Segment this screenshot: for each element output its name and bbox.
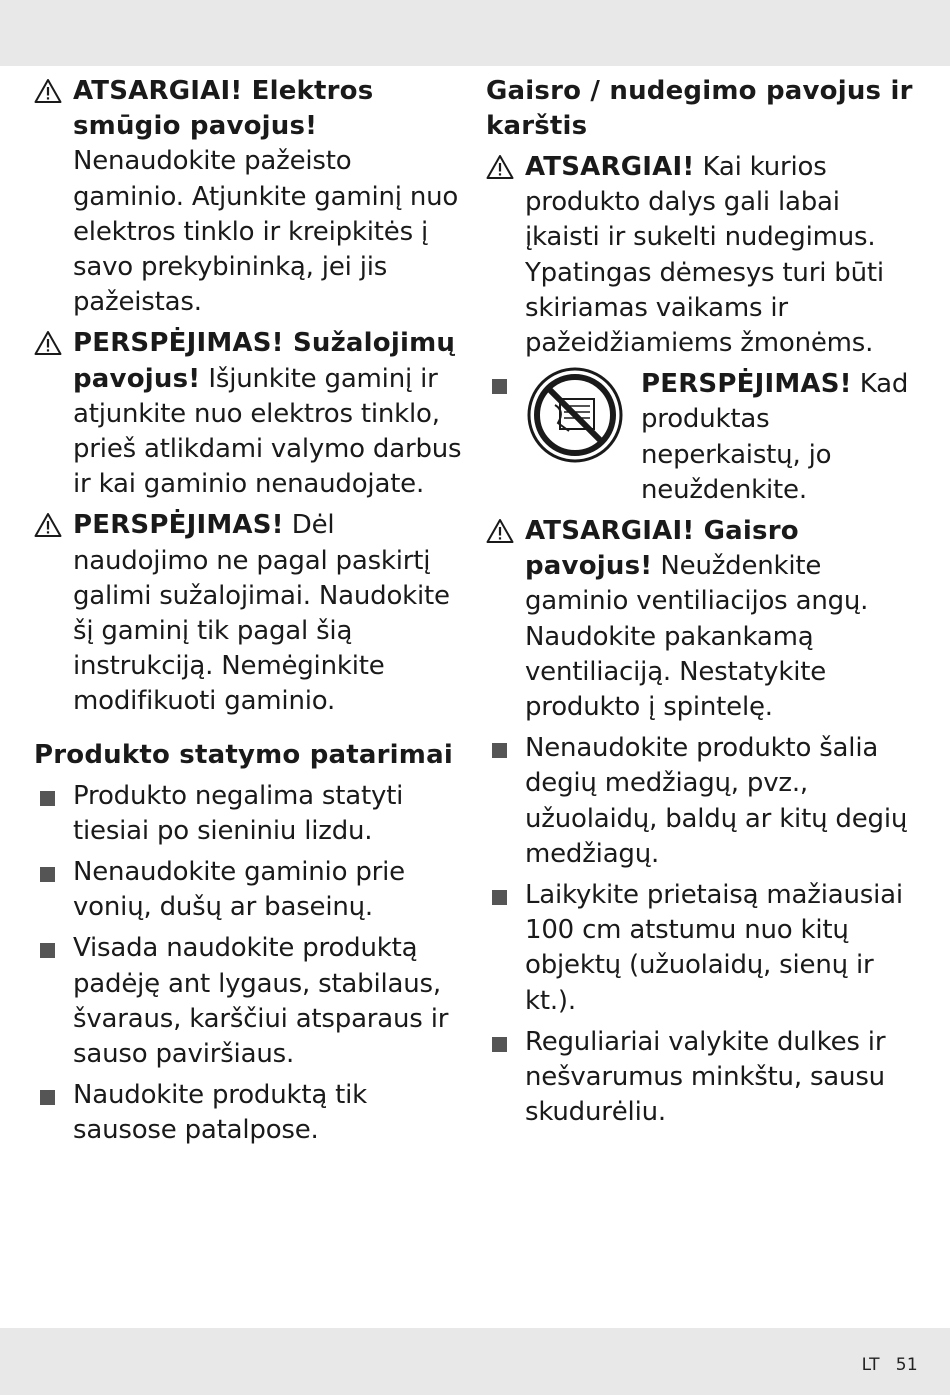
warning-triangle-icon [34,330,62,356]
warning-triangle-icon [486,154,514,180]
warning-text: Dėl naudojimo ne pagal paskirtį galimi sužalojimai. Naudokite šį gaminį tik pagal šią instrukciją. Nemėginkite modifikuoti gaminio. [73,510,450,717]
list-item-text: Reguliariai valykite dulkes ir nešvarumus minkštu, sausu skudurėliu. [525,1026,886,1128]
warning-title: PERSPĖJIMAS! Sužalojimų pavojus! [73,328,456,394]
warning-injury [34,326,464,502]
square-bullet [40,867,55,882]
list-item-do-not-cover [486,367,918,508]
section-heading: Produkto statymo patarimai [34,739,453,770]
warning-misuse [34,508,464,719]
warning-title: PERSPĖJIMAS! [641,369,852,400]
warning-triangle-icon [34,78,62,104]
warning-title: ATSARGIAI! Elektros smūgio pavojus! [73,76,374,142]
list-item-text: Visada naudokite produktą padėję ant lygaus, stabilaus, švaraus, karščiui atsparaus ir sauso paviršiaus. [73,933,449,1070]
right-column [486,74,918,1136]
footer-band [0,1328,950,1395]
warning-triangle-icon [486,518,514,544]
list-item [486,1025,918,1131]
list-item-text: Nenaudokite produkto šalia degių medžiagų, pvz., užuolaidų, baldų ar kitų degių medžiagų. [525,733,908,869]
list-item [34,931,464,1072]
list-item-text: Produkto negalima statyti tiesiai po sieniniu lizdu. [73,780,404,846]
do-not-cover-icon [525,365,625,465]
square-bullet [492,743,507,758]
language-code: LT [861,1355,880,1375]
warning-title: ATSARGIAI! Gaisro pavojus! [525,516,799,582]
square-bullet [40,943,55,958]
warning-triangle-icon [34,512,62,538]
list-item-text: Nenaudokite gaminio prie vonių, dušų ar baseinų. [73,857,405,923]
list-item [34,855,464,925]
warning-title: PERSPĖJIMAS! [73,510,284,541]
square-bullet [492,379,507,394]
square-bullet [40,791,55,806]
header-band [0,0,950,66]
square-bullet [492,890,507,905]
square-bullet [492,1037,507,1052]
list-item [486,878,918,1019]
list-item [34,1078,464,1148]
list-item [34,779,464,849]
warning-text: Išjunkite gaminį ir atjunkite nuo elektros tinklo, prieš atlikdami valymo darbus ir kai gaminio nenaudojate. [73,363,462,500]
list-item [486,731,918,872]
warning-text: Kad produktas neperkaistų, jo neuždenkite. [641,369,909,505]
warning-burn [486,150,918,361]
warning-electric-shock [34,74,464,320]
list-item-text: Naudokite produktą tik sausose patalpose. [73,1080,368,1146]
warning-text: Nenaudokite pažeisto gaminio. Atjunkite gaminį nuo elektros tinklo ir kreipkitės į savo prekybininką, jei jis pažeistas. [73,146,459,318]
list-item-text: Laikykite prietaisą mažiausiai 100 cm atstumu nuo kitų objektų (užuolaidų, sienų ir kt.). [525,880,903,1016]
warning-text: Kai kurios produkto dalys gali labai įkaisti ir sukelti nudegimus. Ypatingas dėmesys turi būti skiriamas vaikams ir pažeidžiamiems žmonėms. [525,152,884,359]
page-number: 51 [895,1355,918,1375]
section-heading: Gaisro / nudegimo pavojus ir karštis [486,76,913,141]
page-footer [846,1355,918,1375]
square-bullet [40,1090,55,1105]
warning-text: Neuždenkite gaminio ventiliacijos angų. Naudokite pakankamą ventiliaciją. Nestatykite produkto į spintelę. [525,551,869,723]
left-column [34,74,464,1155]
warning-fire [486,514,918,725]
warning-title: ATSARGIAI! [525,152,695,182]
